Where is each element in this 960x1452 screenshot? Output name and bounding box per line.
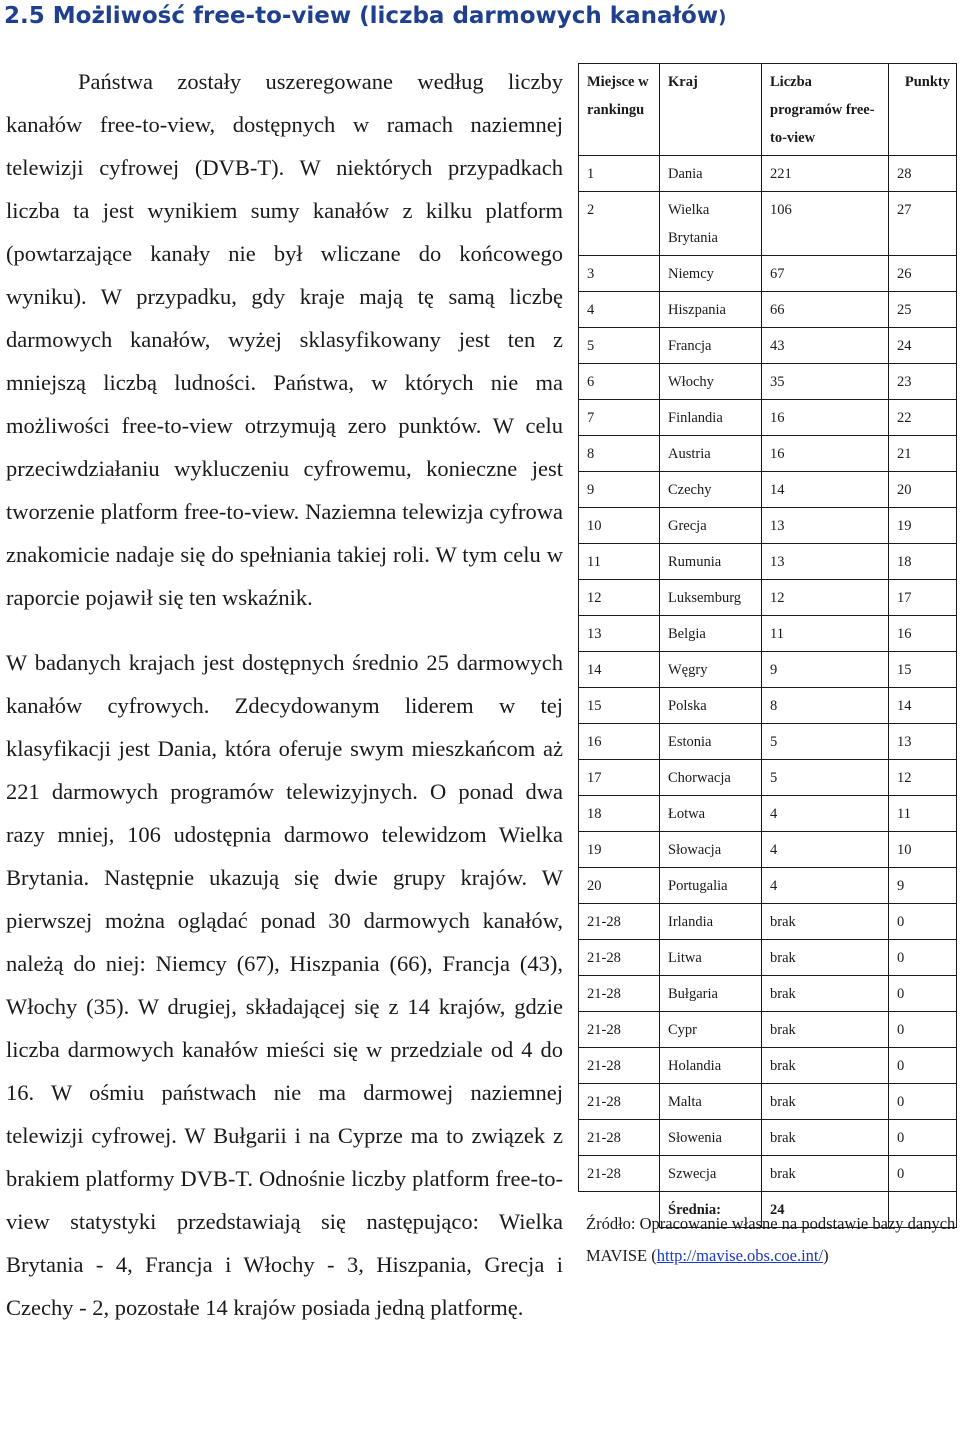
country-cell: Włochy <box>660 364 762 400</box>
channels-cell: 4 <box>762 796 889 832</box>
table-row <box>579 976 957 1012</box>
points-cell: 0 <box>889 976 957 1012</box>
country-cell: Słowenia <box>660 1120 762 1156</box>
table-row <box>579 508 957 544</box>
points-cell: 18 <box>889 544 957 580</box>
points-cell: 21 <box>889 436 957 472</box>
points-cell: 0 <box>889 1156 957 1192</box>
table-row <box>579 328 957 364</box>
rank-cell: 12 <box>579 580 660 616</box>
header-channels: Liczba programów free-to-view <box>762 64 889 156</box>
points-cell: 25 <box>889 292 957 328</box>
channels-cell: brak <box>762 1156 889 1192</box>
table-body <box>579 156 957 1192</box>
rank-cell: 5 <box>579 328 660 364</box>
rank-cell: 19 <box>579 832 660 868</box>
table-row <box>579 1084 957 1120</box>
table-row <box>579 580 957 616</box>
channels-cell: 8 <box>762 688 889 724</box>
points-cell: 26 <box>889 256 957 292</box>
channels-cell: brak <box>762 1084 889 1120</box>
channels-cell: brak <box>762 1048 889 1084</box>
country-cell: Malta <box>660 1084 762 1120</box>
country-cell: Szwecja <box>660 1156 762 1192</box>
table-row <box>579 940 957 976</box>
table-row <box>579 760 957 796</box>
channels-cell: 106 <box>762 192 889 256</box>
ranking-table <box>578 63 957 1228</box>
rank-cell: 2 <box>579 192 660 256</box>
channels-cell: 14 <box>762 472 889 508</box>
average-value: 24 <box>762 1192 889 1228</box>
country-cell: Niemcy <box>660 256 762 292</box>
rank-cell: 9 <box>579 472 660 508</box>
points-cell: 9 <box>889 868 957 904</box>
paragraph-results: W badanych krajach jest dostępnych średnio 25 darmowych kanałów cyfrowych. Zdecydowanym liderem w tej klasyfikacji jest Dania, która oferuje swym mieszkańcom aż 221 darmowych programów telewizyjnych. O ponad dwa razy mniej, 106 udostępnia darmowo telewidzom Wielka Brytania. Następnie ukazują się dwie grupy krajów. W pierwszej można oglądać ponad 30 darmowych kanałów, należą do niej: Niemcy (67), Hiszpania (66), Francja (43), Włochy (35). W drugiej, składającej się z 14 krajów, gdzie liczba darmowych kanałów mieści się w przedziale od 4 do 16. W ośmiu państwach nie ma darmowej naziemnej telewizji cyfrowej. W Bułgarii i na Cyprze ma to związek z brakiem platformy DVB-T. Odnośnie liczby platform free-to-view statystyki przedstawiają się następująco: Wielka Brytania - 4, Francja i Włochy - 3, Hiszpania, Grecja i Czechy - 2, pozostałe 14 krajów posiada jedną platformę. <box>6 650 563 1320</box>
source-link[interactable]: http://mavise.obs.coe.int/ <box>656 1246 824 1265</box>
points-cell: 27 <box>889 192 957 256</box>
rank-cell: 17 <box>579 760 660 796</box>
points-cell: 0 <box>889 904 957 940</box>
table-row <box>579 832 957 868</box>
section-title: Możliwość free-to-view (liczba darmowych kanałów <box>52 3 719 29</box>
source-note <box>586 1208 958 1272</box>
rank-cell: 8 <box>579 436 660 472</box>
channels-cell: 5 <box>762 760 889 796</box>
table-row <box>579 688 957 724</box>
channels-cell: 13 <box>762 544 889 580</box>
section-number: 2.5 <box>4 3 45 29</box>
rank-cell: 21-28 <box>579 1156 660 1192</box>
table-row <box>579 364 957 400</box>
table-row <box>579 256 957 292</box>
rank-cell: 21-28 <box>579 940 660 976</box>
channels-cell: 43 <box>762 328 889 364</box>
country-cell: Chorwacja <box>660 760 762 796</box>
table-row <box>579 1156 957 1192</box>
rank-cell: 20 <box>579 868 660 904</box>
table-row <box>579 1012 957 1048</box>
table-row <box>579 156 957 192</box>
header-rank: Miejsce w rankingu <box>579 64 660 156</box>
rank-cell: 18 <box>579 796 660 832</box>
points-cell: 13 <box>889 724 957 760</box>
table-row <box>579 724 957 760</box>
rank-cell: 1 <box>579 156 660 192</box>
country-cell: Luksemburg <box>660 580 762 616</box>
points-cell: 0 <box>889 1084 957 1120</box>
channels-cell: brak <box>762 1120 889 1156</box>
channels-cell: 67 <box>762 256 889 292</box>
body-text <box>6 60 563 1329</box>
points-cell: 0 <box>889 940 957 976</box>
country-cell: Rumunia <box>660 544 762 580</box>
points-cell: 14 <box>889 688 957 724</box>
table-row <box>579 796 957 832</box>
country-cell: Bułgaria <box>660 976 762 1012</box>
rank-cell: 21-28 <box>579 1012 660 1048</box>
table-row <box>579 652 957 688</box>
points-cell: 0 <box>889 1120 957 1156</box>
table-row <box>579 544 957 580</box>
country-cell: Portugalia <box>660 868 762 904</box>
channels-cell: 13 <box>762 508 889 544</box>
table-header-row <box>579 64 957 156</box>
channels-cell: brak <box>762 976 889 1012</box>
points-cell: 16 <box>889 616 957 652</box>
table-row <box>579 400 957 436</box>
rank-cell: 7 <box>579 400 660 436</box>
country-cell: Cypr <box>660 1012 762 1048</box>
channels-cell: 9 <box>762 652 889 688</box>
points-cell: 0 <box>889 1012 957 1048</box>
country-cell: Łotwa <box>660 796 762 832</box>
country-cell: Słowacja <box>660 832 762 868</box>
rank-cell: 21-28 <box>579 1048 660 1084</box>
rank-cell: 6 <box>579 364 660 400</box>
country-cell: Belgia <box>660 616 762 652</box>
country-cell: Wielka Brytania <box>660 192 762 256</box>
country-cell: Irlandia <box>660 904 762 940</box>
paragraph-gap <box>6 619 563 641</box>
points-cell: 24 <box>889 328 957 364</box>
channels-cell: 12 <box>762 580 889 616</box>
points-cell: 12 <box>889 760 957 796</box>
table-row <box>579 868 957 904</box>
country-cell: Czechy <box>660 472 762 508</box>
channels-cell: brak <box>762 940 889 976</box>
rank-cell: 15 <box>579 688 660 724</box>
rank-cell: 13 <box>579 616 660 652</box>
points-cell: 0 <box>889 1048 957 1084</box>
country-cell: Finlandia <box>660 400 762 436</box>
points-cell: 15 <box>889 652 957 688</box>
country-cell: Estonia <box>660 724 762 760</box>
channels-cell: 221 <box>762 156 889 192</box>
channels-cell: 66 <box>762 292 889 328</box>
channels-cell: 16 <box>762 436 889 472</box>
average-label: Średnia: <box>660 1192 762 1228</box>
table-row <box>579 904 957 940</box>
channels-cell: brak <box>762 904 889 940</box>
rank-cell: 21-28 <box>579 1084 660 1120</box>
country-cell: Austria <box>660 436 762 472</box>
channels-cell: 4 <box>762 832 889 868</box>
country-cell: Grecja <box>660 508 762 544</box>
section-heading <box>4 0 954 34</box>
table-row <box>579 1048 957 1084</box>
country-cell: Węgry <box>660 652 762 688</box>
rank-cell: 4 <box>579 292 660 328</box>
channels-cell: 5 <box>762 724 889 760</box>
table-row <box>579 1120 957 1156</box>
points-cell: 17 <box>889 580 957 616</box>
rank-cell: 21-28 <box>579 1120 660 1156</box>
country-cell: Dania <box>660 156 762 192</box>
paragraph-method: Państwa zostały uszeregowane według liczby kanałów free-to-view, dostępnych w ramach naziemnej telewizji cyfrowej (DVB-T). W niektórych przypadkach liczba ta jest wynikiem sumy kanałów z kilku platform (powtarzające kanały nie był wliczane do końcowego wyniku). W przypadku, gdy kraje mają tę samą liczbę darmowych kanałów, wyżej sklasyfikowany jest ten z mniejszą liczbą ludności. Państwa, w których nie ma możliwości free-to-view otrzymują zero punktów. W celu przeciwdziałaniu wykluczeniu cyfrowemu, konieczne jest tworzenie platform free-to-view. Naziemna telewizja cyfrowa znakomicie nadaje się do spełniania takiej roli. W tym celu w raporcie pojawił się ten wskaźnik. <box>6 69 563 610</box>
points-cell: 19 <box>889 508 957 544</box>
points-cell: 10 <box>889 832 957 868</box>
rank-cell: 16 <box>579 724 660 760</box>
rank-cell: 3 <box>579 256 660 292</box>
rank-cell: 14 <box>579 652 660 688</box>
table-row <box>579 292 957 328</box>
channels-cell: 4 <box>762 868 889 904</box>
points-cell: 11 <box>889 796 957 832</box>
country-cell: Holandia <box>660 1048 762 1084</box>
table-row <box>579 472 957 508</box>
country-cell: Litwa <box>660 940 762 976</box>
source-text: Źródło: Opracowanie własne na podstawie bazy danych MAVISE ( <box>586 1214 956 1265</box>
table-row <box>579 436 957 472</box>
channels-cell: 11 <box>762 616 889 652</box>
points-cell: 28 <box>889 156 957 192</box>
channels-cell: 16 <box>762 400 889 436</box>
rank-cell: 21-28 <box>579 976 660 1012</box>
country-cell: Hiszpania <box>660 292 762 328</box>
points-cell: 23 <box>889 364 957 400</box>
rank-cell: 10 <box>579 508 660 544</box>
points-cell: 20 <box>889 472 957 508</box>
table-row <box>579 192 957 256</box>
country-cell: Polska <box>660 688 762 724</box>
table-row <box>579 616 957 652</box>
header-points: Punkty <box>889 64 957 156</box>
header-country: Kraj <box>660 64 762 156</box>
country-cell: Francja <box>660 328 762 364</box>
source-close: ) <box>823 1246 829 1265</box>
section-title-close: ) <box>718 7 727 28</box>
rank-cell: 11 <box>579 544 660 580</box>
rank-cell: 21-28 <box>579 904 660 940</box>
points-cell: 22 <box>889 400 957 436</box>
channels-cell: 35 <box>762 364 889 400</box>
channels-cell: brak <box>762 1012 889 1048</box>
